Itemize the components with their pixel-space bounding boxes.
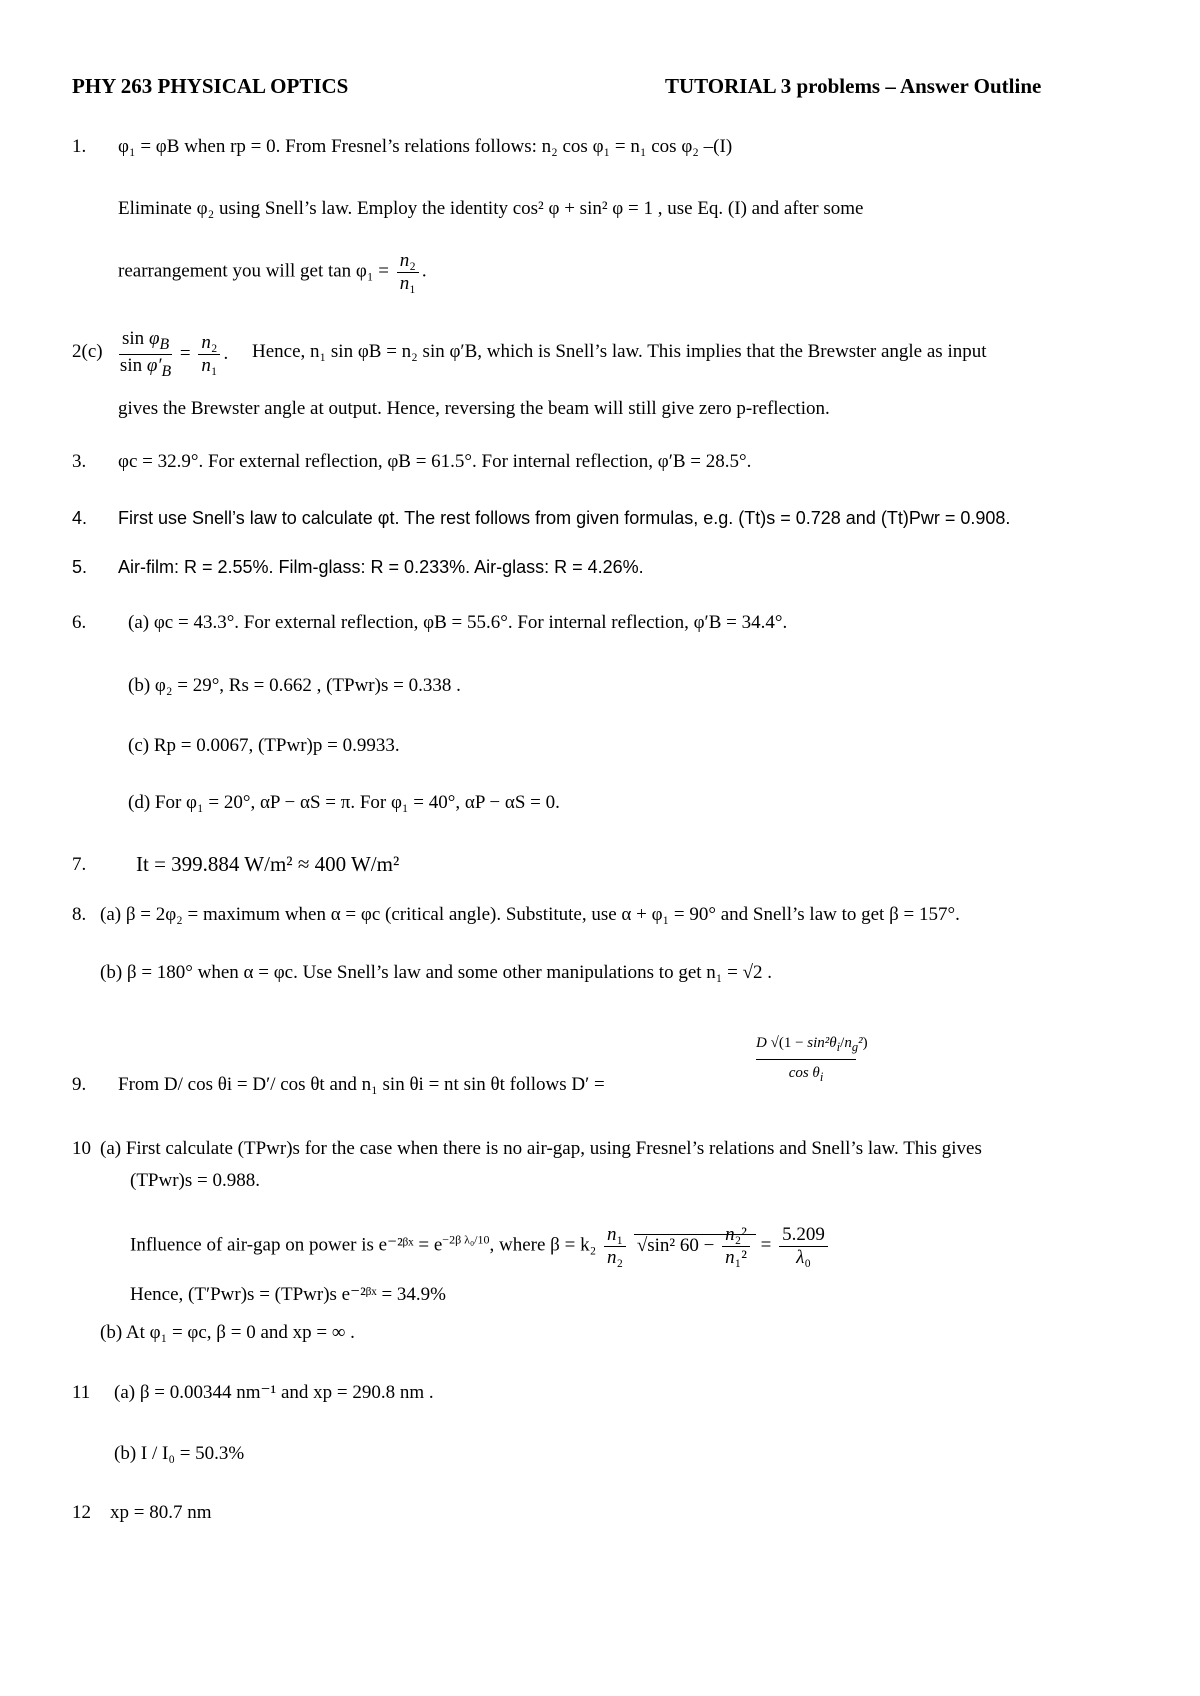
- item-6-number: 6.: [72, 612, 87, 633]
- beta-numerator: 5.209: [779, 1224, 828, 1247]
- item-2c-line-1: Hence, n₁ sin φB = n₂ sin φ′B, which is Snell’s law. This implies that the Brewster angle as input: [252, 341, 987, 362]
- item-2c-fraction: $\frac{\sin \varphi_B}{\sin \varphi'_B}$ = $\frac{\text{n₂}}{\text{n₁}}$ .: [119, 328, 229, 380]
- item-10a-line-4: Hence, (T′Pwr)s = (TPwr)s e⁻²ᵝˣ = 34.9%: [130, 1284, 446, 1305]
- item-12-number: 12: [72, 1502, 91, 1523]
- n2-over-n1-fraction: $\frac{\text{n₂}}{\text{n₁}}$: [397, 250, 419, 295]
- item-10b-line: (b) At φ₁ = φc, β = 0 and xp = ∞ .: [100, 1322, 355, 1343]
- item-7-number: 7.: [72, 854, 87, 875]
- item-1-line-2: Eliminate φ₂ using Snell’s law. Employ the identity cos² φ + sin² φ = 1 , use Eq. (I) and after some: [118, 198, 864, 219]
- item-5-line-1: Air-film: R = 2.55%. Film-glass: R = 0.233%. Air-glass: R = 4.26%.: [118, 557, 644, 577]
- item-9-line-1: From D/ cos θi = D′/ cos θt and n₁ sin θi = nt sin θt follows D′ =: [118, 1074, 605, 1095]
- item-12-line: xp = 80.7 nm: [110, 1502, 212, 1523]
- where-beta-text: , where β = k₂: [489, 1234, 597, 1256]
- item-1-line-3-text: rearrangement you will get tan φ₁ =: [118, 260, 389, 282]
- item-2c-number: 2(c): [72, 341, 103, 362]
- item-10a-line-3: Influence of air-gap on power is e⁻²ᵝˣ = $e^{-2\beta \lambda_0/10}$, where β = k₂ $\frac{\text{n₁}}{\text{n₂}}$ √sin² 60 − $\frac{\text{n₂²}}{\text{n₁²}}$ = $\frac{5.209}{\text{λ₀}}$: [130, 1224, 831, 1269]
- item-2c-line-2: gives the Brewster angle at output. Hence, reversing the beam will still give zero p-reflection.: [118, 398, 830, 419]
- course-title: PHY 263 PHYSICAL OPTICS: [72, 74, 349, 98]
- sin-sq-60-text: sin² 60 −: [647, 1234, 715, 1256]
- item-8a-line: (a) β = 2φ₂ = maximum when α = φc (critical angle). Substitute, use α + φ₁ = 90° and Snell’s law to get β = 157°.: [100, 904, 960, 925]
- item-9-fraction: D $√(1 - \sin^2\theta_i/n_g^2)$ $\cos \theta_i$: [756, 1035, 868, 1084]
- item-4-line-1: First use Snell’s law to calculate φt. The rest follows from given formulas, e.g. (Tt)s = 0.728 and (Tt)Pwr = 0.908.: [118, 508, 1011, 528]
- item-10a-line-2: (TPwr)s = 0.988.: [130, 1170, 260, 1191]
- item-1-line-3: rearrangement you will get tan φ₁ = $\frac{\text{n₂}}{\text{n₁}}$ .: [118, 250, 427, 294]
- item-5-number: 5.: [72, 557, 88, 577]
- item-7-line-1: It = 399.884 W/m² ≈ 400 W/m²: [136, 852, 400, 876]
- item-1-number: 1.: [72, 136, 87, 157]
- item-6b-line: (b) φ₂ = 29°, Rs = 0.662 , (TPwr)s = 0.338 .: [128, 675, 461, 696]
- item-8b-line: (b) β = 180° when α = φc. Use Snell’s law and some other manipulations to get n₁ = √2 .: [100, 962, 773, 983]
- item-3-line-1: φc = 32.9°. For external reflection, φB = 61.5°. For internal reflection, φ′B = 28.5°.: [118, 451, 752, 472]
- item-11b-line: (b) I / I₀ = 50.3%: [114, 1443, 245, 1464]
- item-8-number: 8.: [72, 904, 87, 925]
- item-10-number: 10: [72, 1138, 91, 1159]
- item-10a-line-1: (a) First calculate (TPwr)s for the case when there is no air-gap, using Fresnel’s relations and Snell’s law. This gives: [100, 1138, 982, 1159]
- item-11-number: 11: [72, 1382, 91, 1403]
- item-9-number: 9.: [72, 1074, 87, 1095]
- item-4-number: 4.: [72, 508, 88, 528]
- air-gap-influence-text: Influence of air-gap on power is e⁻²ᵝˣ = e: [130, 1234, 443, 1256]
- item-6a-line: (a) φc = 43.3°. For external reflection, φB = 55.6°. For internal reflection, φ′B = 34.4°.: [128, 612, 788, 633]
- item-11a-line: (a) β = 0.00344 nm⁻¹ and xp = 290.8 nm .: [114, 1382, 434, 1403]
- tutorial-title: TUTORIAL 3 problems – Answer Outline: [665, 74, 1042, 98]
- item-6d-line: (d) For φ₁ = 20°, αP − αS = π. For φ₁ = 40°, αP − αS = 0.: [128, 792, 560, 813]
- item-1-line-1: φ₁ = φB when rp = 0. From Fresnel’s relations follows: n₂ cos φ₁ = n₁ cos φ₂ –(I): [118, 136, 733, 157]
- item-3-number: 3.: [72, 451, 87, 472]
- item-6c-line: (c) Rp = 0.0067, (TPwr)p = 0.9933.: [128, 735, 400, 756]
